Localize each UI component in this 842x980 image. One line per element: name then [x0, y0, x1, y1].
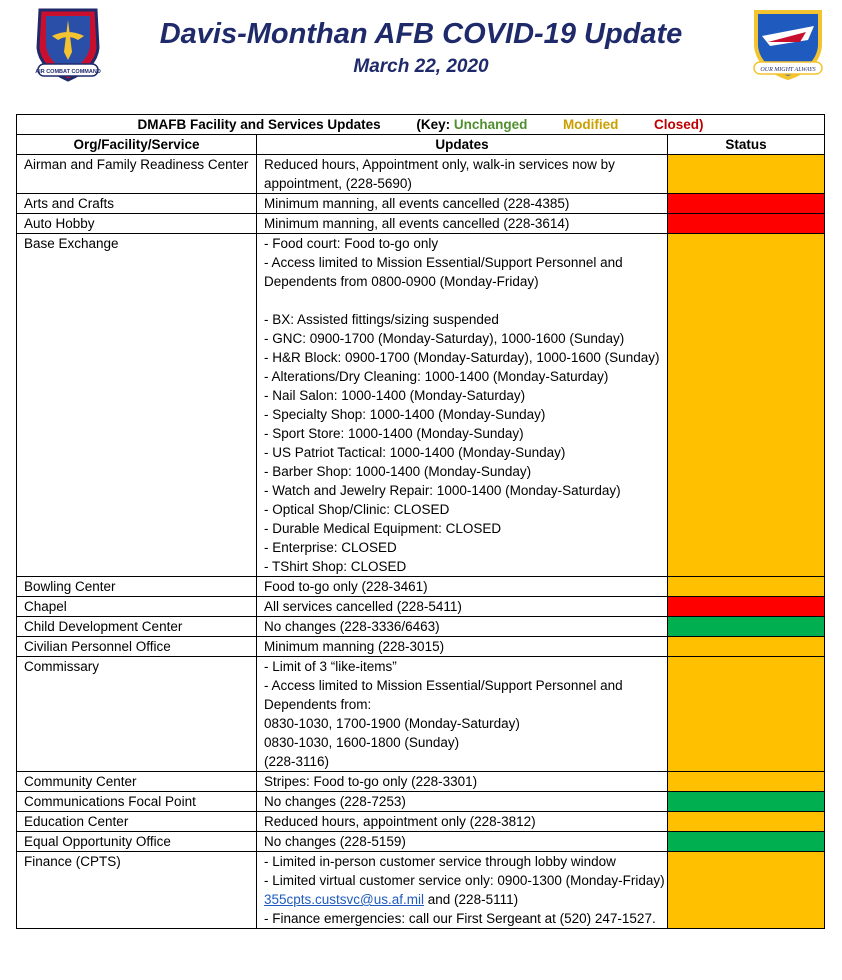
- status-cell-closed: [668, 214, 825, 234]
- table-row: [17, 194, 825, 214]
- table-row: [17, 234, 825, 577]
- update-line: Reduced hours, appointment only (228-3812): [264, 814, 536, 829]
- update-line: - H&R Block: 0900-1700 (Monday-Saturday), 1000-1600 (Sunday): [264, 350, 660, 365]
- update-line: No changes (228-3336/6463): [264, 619, 440, 634]
- updates-cell: [257, 155, 668, 194]
- table-row: [17, 772, 825, 792]
- org-cell: Education Center: [17, 812, 257, 832]
- key-modified: Modified: [562, 117, 619, 132]
- status-cell-unchanged: [668, 832, 825, 852]
- table-row: [17, 214, 825, 234]
- table-row: [17, 792, 825, 812]
- table-row: [17, 617, 825, 637]
- column-header-status: Status: [668, 135, 825, 155]
- update-line: (228-3116): [264, 754, 330, 769]
- update-line: - Finance emergencies: call our First Sergeant at (520) 247-1527.: [264, 911, 656, 926]
- updates-cell: [257, 617, 668, 637]
- update-line: - Specialty Shop: 1000-1400 (Monday-Sunday): [264, 407, 546, 422]
- column-header-updates: Updates: [257, 135, 668, 155]
- update-line: - Sport Store: 1000-1400 (Monday-Sunday): [264, 426, 524, 441]
- wing-emblem-icon: [748, 6, 828, 84]
- key-closed: Closed): [653, 117, 704, 132]
- org-cell: Finance (CPTS): [17, 852, 257, 929]
- update-line: Minimum manning (228-3015): [264, 639, 445, 654]
- status-cell-modified: [668, 637, 825, 657]
- update-line: - Optical Shop/Clinic: CLOSED: [264, 502, 450, 517]
- finance-email-link[interactable]: 355cpts.custsvc@us.af.mil: [264, 892, 425, 907]
- status-cell-closed: [668, 194, 825, 214]
- update-line: 0830-1030, 1600-1800 (Sunday): [264, 735, 460, 750]
- key-label: (Key:: [416, 117, 451, 132]
- updates-cell: [257, 234, 668, 577]
- table-body: [17, 155, 825, 929]
- update-line: - GNC: 0900-1700 (Monday-Saturday), 1000-1600 (Sunday): [264, 331, 625, 346]
- status-cell-modified: [668, 852, 825, 929]
- updates-cell: [257, 214, 668, 234]
- org-cell: Chapel: [17, 597, 257, 617]
- update-line: - US Patriot Tactical: 1000-1400 (Monday-Sunday): [264, 445, 566, 460]
- update-line: - Access limited to Mission Essential/Support Personnel and Dependents from:: [264, 678, 623, 712]
- org-cell: Child Development Center: [17, 617, 257, 637]
- update-line: - Limited in-person customer service through lobby window: [264, 854, 616, 869]
- status-cell-modified: [668, 772, 825, 792]
- updates-cell: [257, 657, 668, 772]
- updates-cell: [257, 832, 668, 852]
- update-line: - Nail Salon: 1000-1400 (Monday-Saturday): [264, 388, 526, 403]
- update-line: Minimum manning, all events cancelled (228-4385): [264, 196, 570, 211]
- caption-text: DMAFB Facility and Services Updates: [137, 117, 381, 132]
- updates-cell: [257, 772, 668, 792]
- update-line: 0830-1030, 1700-1900 (Monday-Saturday): [264, 716, 520, 731]
- updates-cell: [257, 637, 668, 657]
- table-row: [17, 812, 825, 832]
- update-line: [264, 871, 667, 909]
- finance-virtual-text: - Limited virtual customer service only: 0900-1300 (Monday-Friday): [264, 873, 665, 888]
- update-line: - Watch and Jewelry Repair: 1000-1400 (Monday-Saturday): [264, 483, 621, 498]
- update-line: No changes (228-5159): [264, 834, 406, 849]
- facility-status-table: [16, 114, 825, 929]
- status-cell-modified: [668, 812, 825, 832]
- update-line: - TShirt Shop: CLOSED: [264, 559, 407, 574]
- update-line: - Barber Shop: 1000-1400 (Monday-Sunday): [264, 464, 532, 479]
- org-cell: Communications Focal Point: [17, 792, 257, 812]
- updates-cell: [257, 597, 668, 617]
- org-cell: Airman and Family Readiness Center: [17, 155, 257, 194]
- org-cell: Bowling Center: [17, 577, 257, 597]
- update-line: - Access limited to Mission Essential/Support Personnel and Dependents from 0800-0900 (Monday-Friday): [264, 255, 623, 289]
- table-row: [17, 597, 825, 617]
- org-cell: Community Center: [17, 772, 257, 792]
- org-cell: Equal Opportunity Office: [17, 832, 257, 852]
- key-unchanged: Unchanged: [453, 117, 528, 132]
- update-line: Minimum manning, all events cancelled (228-3614): [264, 216, 570, 231]
- left-emblem-text: AIR COMBAT COMMAND: [35, 69, 101, 75]
- table-caption: [17, 115, 825, 135]
- update-line: Stripes: Food to-go only (228-3301): [264, 774, 478, 789]
- org-cell: Arts and Crafts: [17, 194, 257, 214]
- updates-cell: [257, 812, 668, 832]
- org-cell: Civilian Personnel Office: [17, 637, 257, 657]
- org-cell: Base Exchange: [17, 234, 257, 577]
- column-header-org: Org/Facility/Service: [17, 135, 257, 155]
- page-date: March 22, 2020: [353, 56, 489, 77]
- table-row: [17, 577, 825, 597]
- update-line: - BX: Assisted fittings/sizing suspended: [264, 312, 499, 327]
- status-cell-modified: [668, 577, 825, 597]
- table-row: [17, 852, 825, 929]
- update-line: No changes (228-7253): [264, 794, 406, 809]
- update-line: All services cancelled (228-5411): [264, 599, 462, 614]
- org-cell: Commissary: [17, 657, 257, 772]
- table-row: [17, 657, 825, 772]
- update-line: Food to-go only (228-3461): [264, 579, 428, 594]
- updates-cell: [257, 577, 668, 597]
- status-cell-unchanged: [668, 792, 825, 812]
- status-cell-modified: [668, 155, 825, 194]
- finance-phone-text: and (228-5111): [427, 892, 519, 907]
- table-row: [17, 832, 825, 852]
- right-emblem-text: OUR MIGHT ALWAYS: [760, 67, 816, 73]
- status-cell-closed: [668, 597, 825, 617]
- updates-cell: [257, 792, 668, 812]
- status-cell-modified: [668, 657, 825, 772]
- table-row: [17, 155, 825, 194]
- update-line: - Alterations/Dry Cleaning: 1000-1400 (Monday-Saturday): [264, 369, 609, 384]
- status-cell-modified: [668, 234, 825, 577]
- update-line: - Food court: Food to-go only: [264, 236, 439, 251]
- updates-cell: [257, 194, 668, 214]
- updates-cell: [257, 852, 668, 929]
- update-line: Reduced hours, Appointment only, walk-in services now by appointment, (228-5690): [264, 157, 615, 191]
- update-line: - Limit of 3 “like-items”: [264, 659, 397, 674]
- org-cell: Auto Hobby: [17, 214, 257, 234]
- status-cell-unchanged: [668, 617, 825, 637]
- table-row: [17, 637, 825, 657]
- update-line: - Enterprise: CLOSED: [264, 540, 397, 555]
- page-title: Davis-Monthan AFB COVID-19 Update: [159, 18, 683, 50]
- air-combat-command-emblem-icon: [28, 6, 108, 84]
- update-line: - Durable Medical Equipment: CLOSED: [264, 521, 502, 536]
